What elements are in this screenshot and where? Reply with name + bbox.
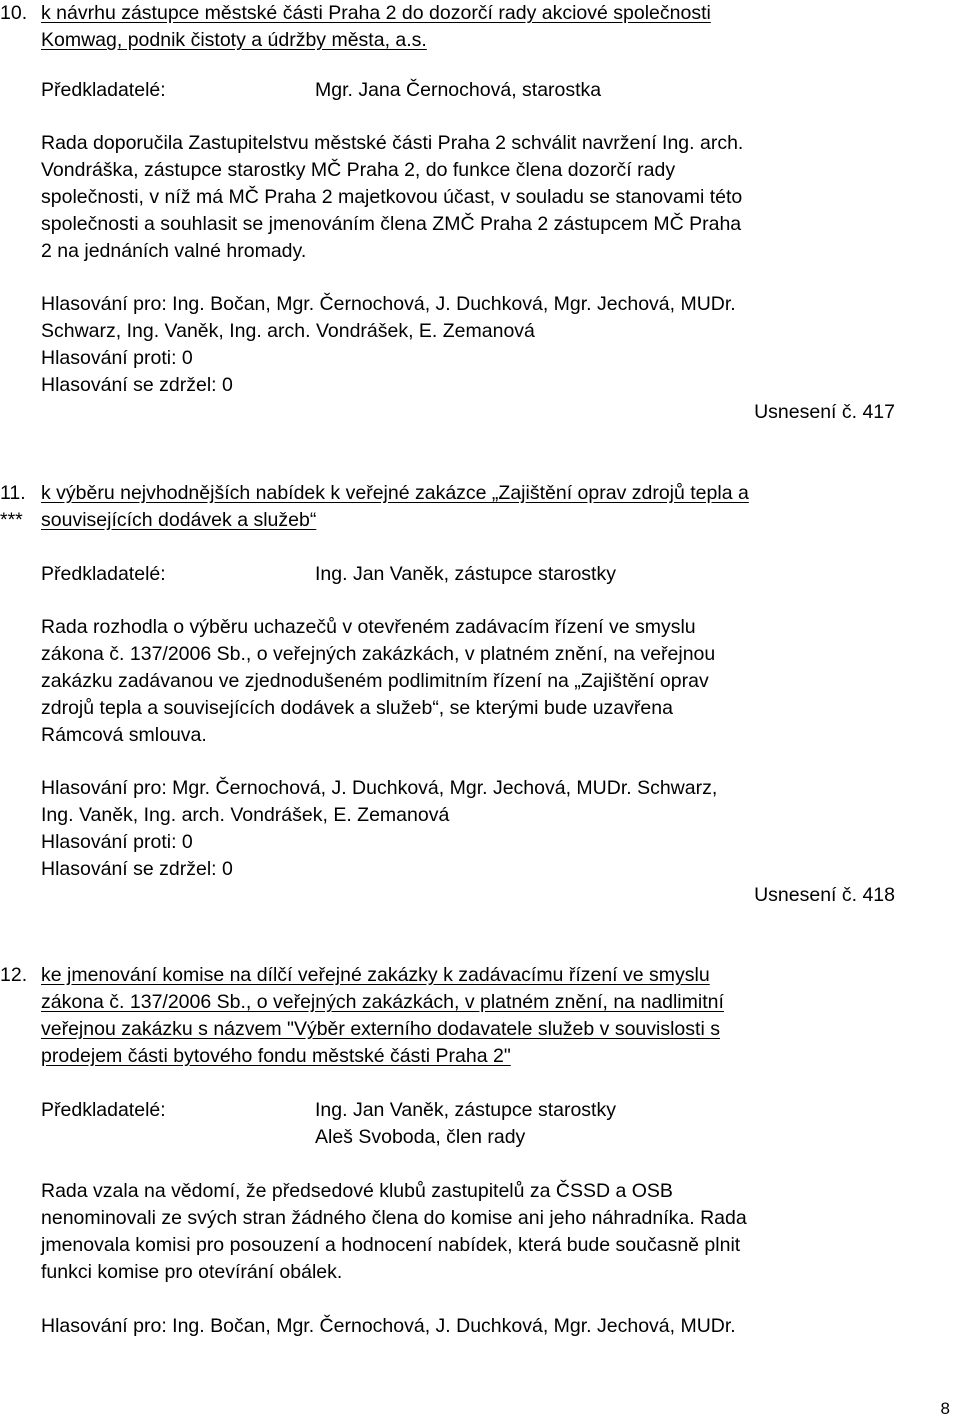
body-line: Rada doporučila Zastupitelstvu městské části Praha 2 schválit navržení Ing. arch. — [41, 132, 744, 154]
vote-line: Hlasování pro: Mgr. Černochová, J. Duchková, Mgr. Jechová, MUDr. Schwarz, — [41, 777, 718, 799]
vote-line: Hlasování proti: 0 — [41, 831, 193, 853]
vote-line: Ing. Vaněk, Ing. arch. Vondrášek, E. Zemanová — [41, 804, 450, 826]
vote-line: Schwarz, Ing. Vaněk, Ing. arch. Vondrášek, E. Zemanová — [41, 320, 535, 342]
body-line: zdrojů tepla a souvisejících dodávek a služeb“, se kterými bude uzavřena — [41, 697, 673, 719]
presenter: Ing. Jan Vaněk, zástupce starostky — [315, 563, 616, 585]
presenter: Ing. Jan Vaněk, zástupce starostky — [315, 1099, 616, 1121]
page-number: 8 — [940, 1399, 950, 1418]
presenter-label: Předkladatelé: — [41, 1099, 166, 1121]
vote-line: Hlasování pro: Ing. Bočan, Mgr. Černochová, J. Duchková, Mgr. Jechová, MUDr. — [41, 293, 736, 315]
body-line: společnosti a souhlasit se jmenováním člena ZMČ Praha 2 zástupcem MČ Praha — [41, 213, 742, 235]
presenter-label: Předkladatelé: — [41, 79, 166, 101]
vote-line: Hlasování se zdržel: 0 — [41, 858, 233, 880]
item-title-line: prodejem části bytového fondu městské části Praha 2" — [41, 1045, 511, 1067]
item-number: 10. — [0, 2, 28, 24]
presenter: Aleš Svoboda, člen rady — [315, 1126, 526, 1148]
body-line: jmenovala komisi pro posouzení a hodnocení nabídek, která bude současně plnit — [41, 1234, 741, 1256]
body-line: Rada rozhodla o výběru uchazečů v otevřeném zadávacím řízení ve smyslu — [41, 616, 696, 638]
vote-line: Hlasování se zdržel: 0 — [41, 374, 233, 396]
item-marker: *** — [0, 509, 23, 531]
item-title-line: Komwag, podnik čistoty a údržby města, a.s. — [41, 29, 427, 51]
body-line: 2 na jednáních valné hromady. — [41, 240, 307, 262]
vote-line: Hlasování pro: Ing. Bočan, Mgr. Černochová, J. Duchková, Mgr. Jechová, MUDr. — [41, 1315, 736, 1337]
resolution-number: Usnesení č. 418 — [754, 884, 895, 906]
item-number: 12. — [0, 964, 28, 986]
vote-line: Hlasování proti: 0 — [41, 347, 193, 369]
presenter: Mgr. Jana Černochová, starostka — [315, 79, 602, 101]
body-line: Rámcová smlouva. — [41, 724, 207, 746]
item-number: 11. — [0, 482, 26, 504]
body-line: společnosti, v níž má MČ Praha 2 majetkovou účast, v souladu se stanovami této — [41, 186, 743, 208]
body-line: Rada vzala na vědomí, že předsedové klubů zastupitelů za ČSSD a OSB — [41, 1180, 673, 1202]
item-title-line: k výběru nejvhodnějších nabídek k veřejné zakázce „Zajištění oprav zdrojů tepla a — [41, 482, 749, 504]
body-line: nenominovali ze svých stran žádného člena do komise ani jeho náhradníka. Rada — [41, 1207, 747, 1229]
item-title-line: veřejnou zakázku s názvem "Výběr externího dodavatele služeb v souvislosti s — [41, 1018, 720, 1040]
item-title-line: souvisejících dodávek a služeb“ — [41, 509, 317, 531]
item-title-line: ke jmenování komise na dílčí veřejné zakázky k zadávacímu řízení ve smyslu — [41, 964, 710, 986]
presenter-label: Předkladatelé: — [41, 563, 166, 585]
resolution-number: Usnesení č. 417 — [754, 401, 895, 423]
body-line: zakázku zadávanou ve zjednodušeném podlimitním řízení na „Zajištění oprav — [41, 670, 709, 692]
body-line: Vondráška, zástupce starostky MČ Praha 2, do funkce člena dozorčí rady — [41, 159, 676, 181]
body-line: funkci komise pro otevírání obálek. — [41, 1261, 343, 1283]
item-title-line: k návrhu zástupce městské části Praha 2 do dozorčí rady akciové společnosti — [41, 2, 711, 24]
item-title-line: zákona č. 137/2006 Sb., o veřejných zakázkách, v platném znění, na nadlimitní — [41, 991, 724, 1013]
body-line: zákona č. 137/2006 Sb., o veřejných zakázkách, v platném znění, na veřejnou — [41, 643, 716, 665]
